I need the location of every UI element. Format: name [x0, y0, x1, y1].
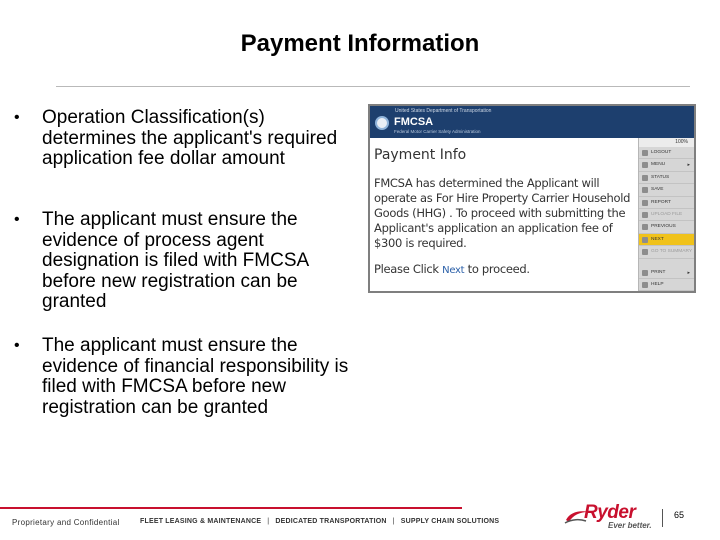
sidebar-item-label: UPLOAD FILE — [651, 211, 683, 217]
service-dedicated-transportation: DEDICATED TRANSPORTATION — [275, 518, 387, 525]
bullet-glyph: • — [14, 337, 20, 354]
sidebar-item-status[interactable] — [639, 172, 694, 184]
payment-info-panel — [370, 138, 638, 293]
proceed-prefix: Please Click — [374, 262, 443, 276]
sidebar-item-label: STATUS — [651, 174, 670, 180]
sidebar-item-label: GO TO SUMMARY — [651, 249, 693, 255]
upload-icon — [642, 212, 648, 218]
progress-percent: 100% — [639, 138, 694, 147]
arrow-right-icon — [642, 237, 648, 243]
fmcsa-brand: FMCSA — [394, 116, 434, 128]
service-supply-chain: SUPPLY CHAIN SOLUTIONS — [400, 518, 500, 525]
menu-icon — [642, 162, 648, 168]
sidebar-item-logout[interactable] — [639, 147, 694, 159]
confidential-note: Proprietary and Confidential — [12, 518, 120, 527]
page-number: 65 — [674, 510, 685, 520]
fmcsa-tagline: Federal Motor Carrier Safety Administration — [394, 129, 481, 134]
logout-icon — [642, 150, 648, 156]
sidebar-item-menu[interactable] — [639, 159, 694, 171]
help-icon — [642, 282, 648, 288]
sidebar-item-label: PRINT — [651, 269, 666, 275]
status-icon — [642, 175, 648, 181]
slide-title: Payment Information — [240, 30, 480, 57]
sidebar-item-print[interactable] — [639, 267, 694, 279]
ryder-logo — [564, 502, 656, 532]
fee-message: FMCSA has determined the Applicant will operate as For Hire Property Carrier Household Goods (HHG) . To proceed with submitting the Applicant's application an application fee of $300 is required. — [374, 176, 631, 250]
agency-name: United States Department of Transportation — [395, 108, 492, 114]
bullet-item — [14, 210, 359, 313]
payment-info-heading: Payment Info — [374, 147, 467, 163]
sidebar-item-help[interactable] — [639, 279, 694, 291]
sidebar-item-next[interactable] — [639, 234, 694, 246]
print-icon — [642, 270, 648, 276]
fmcsa-header — [370, 106, 694, 138]
bullet-item — [14, 108, 359, 170]
dot-seal-icon — [375, 116, 389, 130]
sidebar-item-label: HELP — [651, 281, 664, 287]
arrow-left-icon — [642, 224, 648, 230]
bullet-text: The applicant must ensure the evidence of process agent designation is filed with FMCSA before new registration can be granted — [42, 209, 309, 312]
service-fleet-leasing: FLEET LEASING & MAINTENANCE — [140, 518, 262, 525]
proceed-instruction — [374, 262, 530, 276]
sidebar-item-label: PREVIOUS — [651, 224, 676, 230]
fmcsa-screenshot — [368, 104, 696, 293]
bullet-text: The applicant must ensure the evidence of financial responsibility is filed with FMCSA before new registration can be granted — [42, 335, 349, 418]
page-number-divider — [662, 509, 663, 527]
service-separator: | — [267, 518, 270, 525]
report-icon — [642, 200, 648, 206]
sidebar-item-previous[interactable] — [639, 221, 694, 233]
title-divider — [56, 86, 690, 87]
service-separator: | — [392, 518, 395, 525]
sidebar-item-go-to-summary[interactable] — [639, 246, 694, 258]
summary-icon — [642, 249, 648, 255]
sidebar-item-report[interactable] — [639, 197, 694, 209]
bullet-text: Operation Classification(s) determines the applicant's required application fee dollar amount — [42, 107, 338, 169]
sidebar-item-label: REPORT — [651, 199, 671, 205]
sidebar-item-save[interactable] — [639, 184, 694, 196]
caret-right-icon: ▸ — [687, 162, 690, 169]
sidebar-item-upload-file[interactable] — [639, 209, 694, 221]
bullet-glyph: • — [14, 211, 20, 228]
sidebar-item-label: SAVE — [651, 187, 664, 193]
next-link[interactable]: Next — [442, 265, 465, 276]
proceed-suffix: to proceed. — [464, 262, 530, 276]
bullet-glyph: • — [14, 109, 20, 126]
fmcsa-sidebar — [638, 138, 694, 293]
sidebar-item-label: LOGOUT — [651, 150, 672, 155]
logo-wordmark: Ryder — [584, 502, 636, 523]
sidebar-item-label: MENU — [651, 162, 666, 168]
save-icon — [642, 187, 648, 193]
logo-tagline: Ever better. — [608, 521, 652, 530]
footer-rule — [0, 507, 462, 509]
bullet-item — [14, 336, 359, 418]
sidebar-item-label: NEXT — [651, 236, 664, 242]
service-lines — [140, 518, 499, 525]
caret-right-icon: ▸ — [687, 269, 690, 276]
